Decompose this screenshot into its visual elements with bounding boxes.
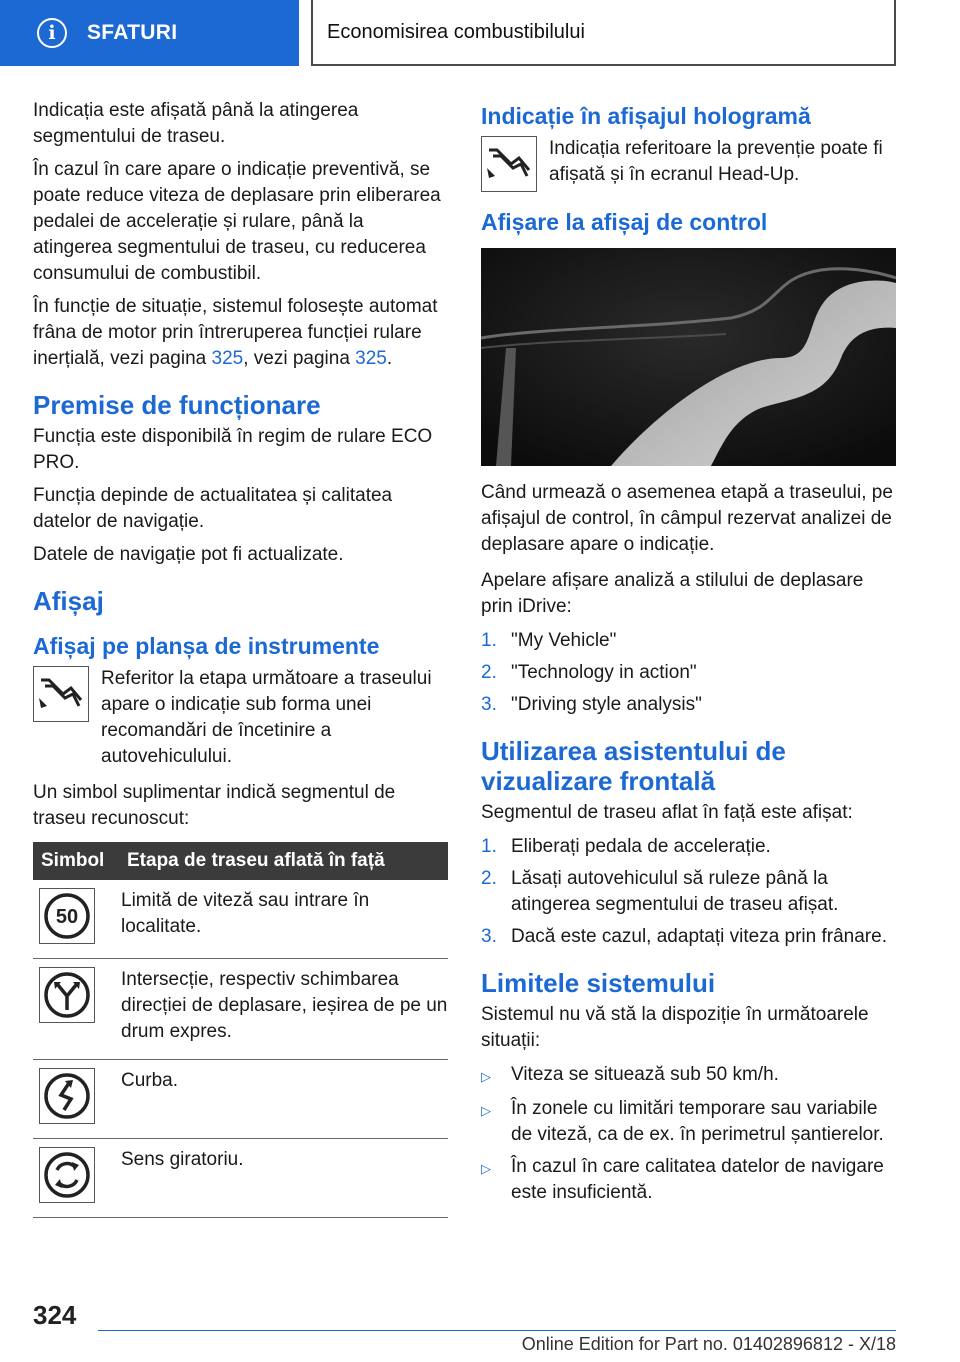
text: În funcție de situație, sistemul folosește automat frâna de motor prin întreruperea funcției rulare inerțială, vezi pagina	[33, 296, 438, 369]
paragraph: Apelare afișare analiză a stilului de deplasare prin iDrive:	[481, 570, 864, 617]
list-item	[481, 924, 896, 950]
step-number: 2.	[481, 662, 497, 683]
heading-afisaj: Afișaj	[33, 586, 104, 616]
step-text: "My Vehicle"	[511, 630, 617, 651]
right-column	[481, 98, 896, 1214]
list-item	[481, 628, 896, 654]
page-link[interactable]: 325	[355, 348, 387, 369]
paragraph: Indicația este afișată până la atingerea segmentului de traseu.	[33, 100, 359, 147]
list-item	[481, 660, 896, 686]
slow-down-indicator-icon	[33, 666, 89, 722]
page-link[interactable]: 325	[211, 348, 244, 369]
step-text: Dacă este cazul, adaptați viteza prin frânare.	[511, 926, 887, 947]
intersection-icon	[39, 967, 95, 1023]
heading-limite: Limitele sistemului	[481, 968, 716, 998]
paragraph	[33, 294, 448, 372]
idrive-menu-steps	[481, 628, 896, 718]
table-row	[33, 1060, 448, 1139]
bullet-triangle-icon: ▷	[481, 1103, 491, 1118]
table-row	[33, 959, 448, 1060]
step-text: Lăsați autovehiculul să ruleze până la atingerea segmentului de traseu afișat.	[511, 868, 839, 915]
paragraph: Referitor la etapa următoare a traseului apare o indicație sub forma unei recomandări de încetinire a autovehiculului.	[101, 668, 432, 767]
list-item	[481, 692, 896, 718]
step-text: "Technology in action"	[511, 662, 697, 683]
paragraph: Funcția este disponibilă în regim de rulare ECO PRO.	[33, 426, 433, 473]
usage-steps	[481, 834, 896, 950]
info-icon: i	[37, 18, 67, 48]
chapter-title: Economisirea combustibilului	[311, 0, 896, 66]
list-item	[481, 1062, 896, 1090]
heading-holo: Indicație în afișajul hologramă	[481, 103, 811, 129]
footer-divider	[98, 1330, 896, 1331]
paragraph: Indicația referitoare la prevenție poate fi afișată și în ecranul Head-Up.	[549, 138, 883, 185]
step-text: "Driving style analysis"	[511, 694, 702, 715]
list-item	[481, 866, 896, 918]
paragraph: Un simbol suplimentar indică segmentul de traseu recunoscut:	[33, 782, 396, 829]
warning-indication	[33, 666, 448, 770]
list-item	[481, 1096, 896, 1148]
heading-plansa: Afișaj pe planșa de instrumente	[33, 633, 380, 659]
paragraph: Datele de navigație pot fi actualizate.	[33, 544, 344, 565]
page-number: 324	[33, 1300, 77, 1330]
bullet-triangle-icon: ▷	[481, 1069, 491, 1084]
heading-util: Utilizarea asistentului de vizualizare frontală	[481, 736, 786, 796]
step-number: 2.	[481, 868, 497, 889]
limits-list	[481, 1062, 896, 1206]
bullet-text: Viteza se situează sub 50 km/h.	[511, 1064, 779, 1085]
edition-footer: Online Edition for Part no. 01402896812 - X/18	[521, 1334, 896, 1354]
paragraph: Când urmează o asemenea etapă a traseului, pe afișajul de control, în câmpul rezervat analizei de deplasare apare o indicație.	[481, 482, 893, 555]
table-header-symbol: Simbol	[33, 842, 119, 880]
bullet-text: În cazul în care calitatea datelor de navigare este insuficientă.	[511, 1156, 884, 1203]
step-number: 1.	[481, 630, 497, 651]
control-display-photo	[481, 248, 896, 466]
curve-icon	[39, 1068, 95, 1124]
step-number: 3.	[481, 926, 497, 947]
slow-down-indicator-icon	[481, 136, 537, 192]
table-row	[33, 1139, 448, 1218]
paragraph: Segmentul de traseu aflat în față este afișat:	[481, 802, 853, 823]
step-text: Eliberați pedala de accelerație.	[511, 836, 771, 857]
symbol-table	[33, 842, 448, 1218]
text: , vezi pagina	[243, 348, 356, 369]
route-description: Curba.	[119, 1060, 448, 1139]
bullet-triangle-icon: ▷	[481, 1161, 491, 1176]
route-description: Limită de viteză sau intrare în localitate.	[119, 880, 448, 959]
paragraph: Funcția depinde de actualitatea și calitatea datelor de navigație.	[33, 485, 393, 532]
list-item	[481, 834, 896, 860]
speed-limit-50-icon	[39, 888, 95, 944]
text: .	[386, 348, 393, 369]
roundabout-icon	[39, 1147, 95, 1203]
svg-text:50: 50	[55, 906, 79, 928]
route-description: Intersecție, respectiv schimbarea direcției de deplasare, ieșirea de pe un drum expres.	[119, 959, 448, 1060]
section-tab	[0, 0, 299, 66]
heading-control: Afișare la afișaj de control	[481, 209, 768, 235]
heading-premise: Premise de funcționare	[33, 390, 321, 420]
left-column	[33, 98, 448, 1218]
table-header-route: Etapa de traseu aflată în față	[119, 842, 448, 880]
route-description: Sens giratoriu.	[119, 1139, 448, 1218]
paragraph: În cazul în care apare o indicație preventivă, se poate reduce viteza de deplasare prin eliberarea pedalei de accelerație și rulare, până la atingerea segmentului de traseu, cu reducerea consumului de combustibil.	[33, 159, 441, 284]
list-item	[481, 1154, 896, 1206]
step-number: 1.	[481, 836, 497, 857]
section-tab-label: SFATURI	[87, 21, 178, 44]
hud-indication	[481, 136, 896, 192]
paragraph: Sistemul nu vă stă la dispoziție în următoarele situații:	[481, 1004, 869, 1051]
bullet-text: În zonele cu limitări temporare sau variabile de viteză, ca de ex. în perimetrul șantierelor.	[511, 1098, 884, 1145]
step-number: 3.	[481, 694, 497, 715]
table-row	[33, 880, 448, 959]
